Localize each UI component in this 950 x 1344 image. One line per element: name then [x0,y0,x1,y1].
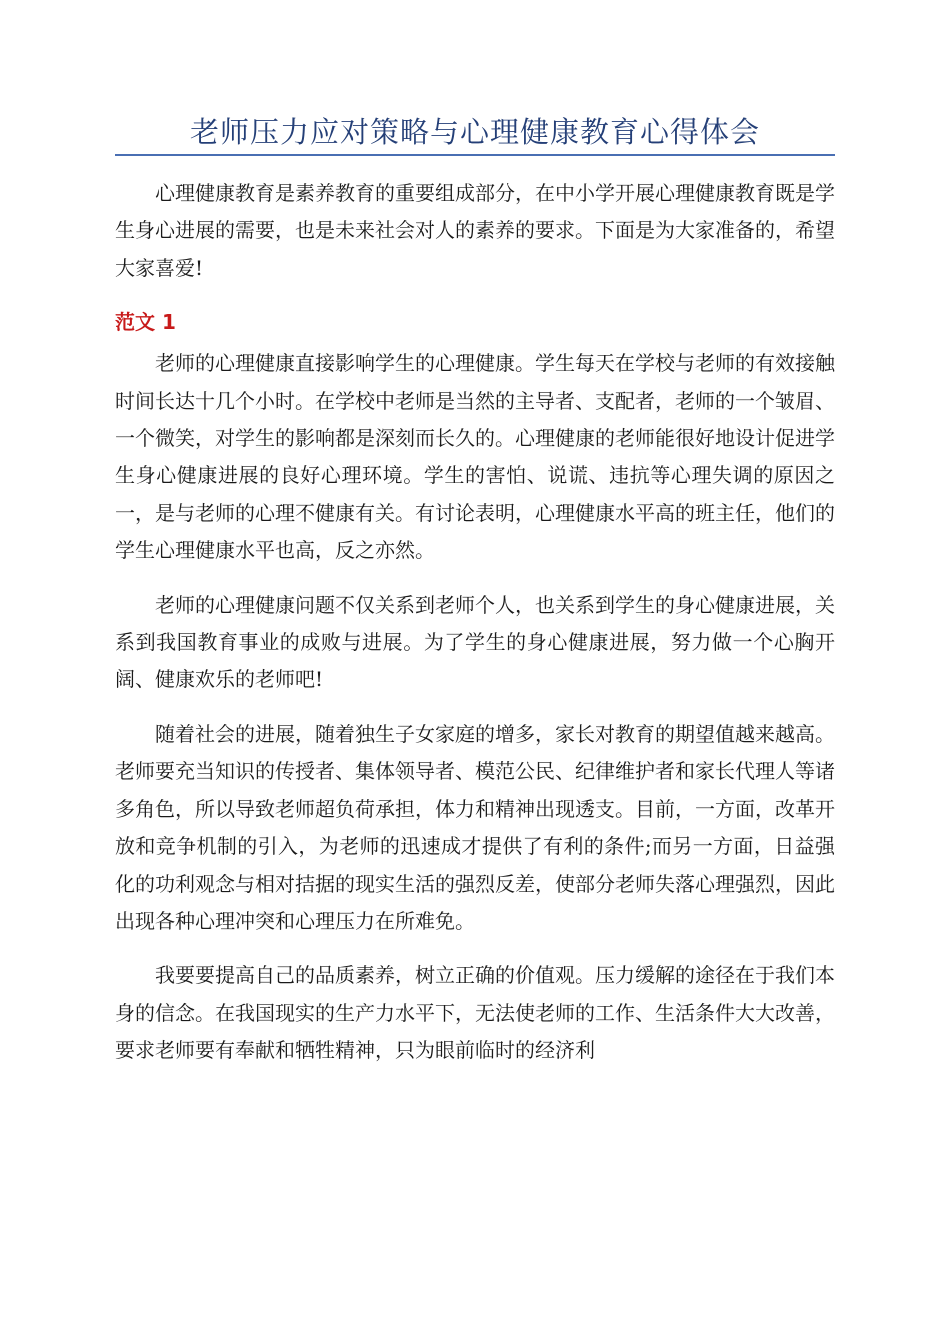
body-paragraph-1: 老师的心理健康直接影响学生的心理健康。学生每天在学校与老师的有效接触时间长达十几个小时。在学校中老师是当然的主导者、支配者，老师的一个皱眉、一个微笑，对学生的影响都是深刻而长久的。心理健康的老师能很好地设计促进学生身心健康进展的良好心理环境。学生的害怕、说谎、违抗等心理失调的原因之一，是与老师的心理不健康有关。有讨论表明，心理健康水平高的班主任，他们的学生心理健康水平也高，反之亦然。 [115,351,835,563]
body-paragraph-3: 随着社会的进展，随着独生子女家庭的增多，家长对教育的期望值越来越高。老师要充当知识的传授者、集体领导者、模范公民、纪律维护者和家长代理人等诸多角色，所以导致老师超负荷承担，体力和精神出现透支。目前，一方面，改革开放和竞争机制的引入，为老师的迅速成才提供了有利的条件;而另一方面，日益强化的功利观念与相对拮据的现实生活的强烈反差，使部分老师失落心理强烈，因此出现各种心理冲突和心理压力在所难免。 [115,721,835,933]
intro-paragraph: 心理健康教育是素养教育的重要组成部分，在中小学开展心理健康教育既是学生身心进展的需要，也是未来社会对人的素养的要求。下面是为大家准备的，希望大家喜爱! [115,181,835,280]
body-paragraph-2: 老师的心理健康问题不仅关系到老师个人，也关系到学生的身心健康进展，关系到我国教育事业的成败与进展。为了学生的身心健康进展，努力做一个心胸开阔、健康欢乐的老师吧! [115,592,835,692]
document-title: 老师压力应对策略与心理健康教育心得体会 [189,115,760,149]
body-paragraph-4: 我要要提高自己的品质素养，树立正确的价值观。压力缓解的途径在于我们本身的信念。在我国现实的生产力水平下，无法使老师的工作、生活条件大大改善，要求老师要有奉献和牺牲精神，只为眼前临时的经济利 [115,963,835,1063]
section-heading: 范文 1 [115,310,176,335]
document-body [115,175,835,1087]
title-underline [115,154,835,156]
